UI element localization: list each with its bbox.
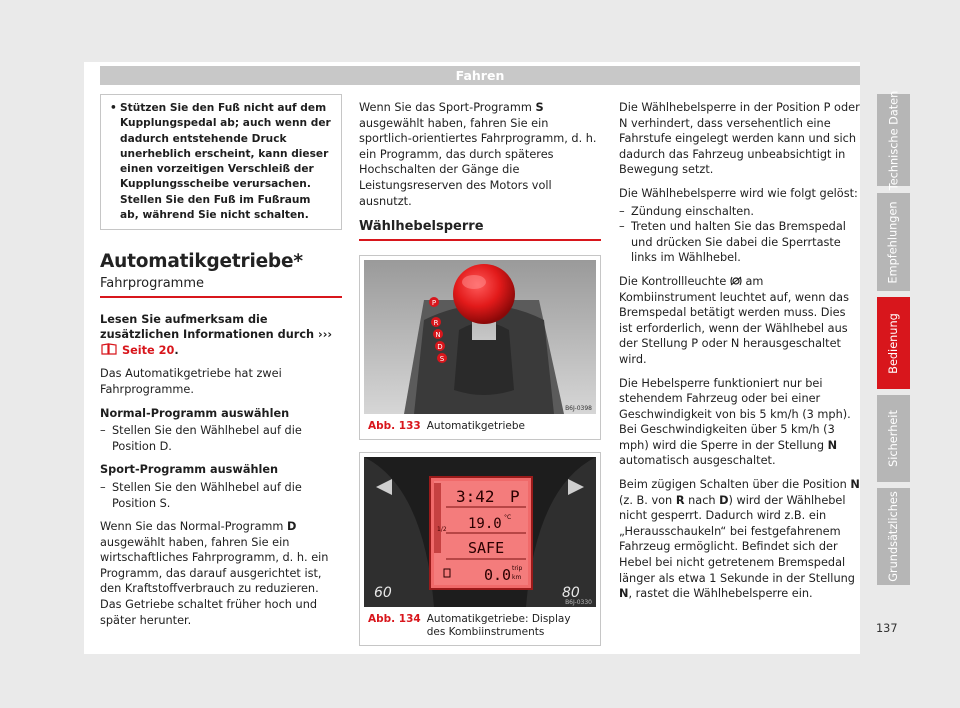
text: Wenn Sie das Normal-Programm xyxy=(100,520,287,534)
caption-text: Automatikgetriebe xyxy=(426,419,525,432)
gear-selector-illustration xyxy=(364,260,596,414)
fuel-scale: 1/2 xyxy=(437,525,447,533)
step-text: Stellen Sie den Wählhebel auf die Position S. xyxy=(112,480,302,510)
tab-technische-daten[interactable] xyxy=(877,90,910,190)
tab-empfehlungen[interactable] xyxy=(877,193,910,291)
text: Wenn Sie das Sport-Programm xyxy=(359,101,536,114)
gauge-right-value: 80 xyxy=(562,584,580,601)
normal-heading: Normal-Programm auswählen xyxy=(100,406,290,420)
tab-label: Sicherheit xyxy=(887,410,901,467)
warning-box xyxy=(100,94,342,230)
trip-label: trip xyxy=(512,564,523,572)
column-3 xyxy=(619,100,861,610)
gear-d: D xyxy=(287,520,297,534)
gear-r: R xyxy=(675,493,685,507)
warning-text: Stützen Sie den Fuß nicht auf dem Kupplungspedal ab; auch wenn der dadurch entstehende Druck unerheblich erscheint, kann dieser einen vorzeitigen Verschleiß der Kupplungsscheibe verursachen. Stellen Sie den Fuß im Fußraum ab, während Sie nicht schalten. xyxy=(120,102,331,222)
section-title: Automatikgetriebe* xyxy=(100,251,303,273)
step-item xyxy=(619,219,861,266)
text: ausgewählt haben, fahren Sie ein wirtschaftliches Fahrprogramm, d. h. ein Programm, das darauf ausgerichtet ist, den Kraftstoffverbrauch zu reduzieren. Das Getriebe schaltet früher hoch und später herunter. xyxy=(100,535,329,627)
gauge-left-value: 60 xyxy=(374,584,392,601)
subsection-title: Fahrprogramme xyxy=(100,276,342,298)
sport-heading: Sport-Programm auswählen xyxy=(100,463,279,477)
brake-warning-icon xyxy=(730,276,742,286)
text: ) wird der Wählhebel nicht gesperrt. Dadurch wird z.B. ein „Herausschaukeln“ bei festgefahrenem Fahrzeug ermöglicht. Befindet sich der Hebel bei nicht getretenem Bremspedal länger als etwa 1 Sekunde in der Stellung xyxy=(619,493,855,585)
step-item xyxy=(619,204,861,220)
ref-arrows: ››› xyxy=(318,328,333,342)
column-1 xyxy=(100,94,342,636)
instrument-display-illustration xyxy=(364,457,596,607)
column-2 xyxy=(359,100,601,658)
gear-label-n: N xyxy=(435,330,441,339)
gear-n: N xyxy=(827,438,838,452)
paragraph xyxy=(100,519,342,628)
text: Die Hebelsperre funktioniert nur bei stehendem Fahrzeug oder bei einer Geschwindigkeit von bis 5 km/h (3 mph). Bei Geschwindigkeiten über 5 km/h (3 mph) wird die Sperre in der Stellung xyxy=(619,376,851,452)
figure-133 xyxy=(359,255,601,440)
gear-label-d: D xyxy=(437,342,443,351)
tab-label: Technische Daten xyxy=(887,90,900,190)
figure-number: Abb. 134 xyxy=(368,612,421,625)
paragraph xyxy=(619,376,861,470)
figure-number: Abb. 133 xyxy=(368,419,421,432)
step-item xyxy=(100,423,342,454)
gear-d: D xyxy=(719,493,729,507)
step-text: Zündung einschalten. xyxy=(631,204,755,218)
display-safe: SAFE xyxy=(468,538,505,557)
tab-label: Empfehlungen xyxy=(887,200,901,284)
text: automatisch ausgeschaltet. xyxy=(619,454,776,468)
bullet-icon: • xyxy=(110,102,117,114)
display-time: 3:42 xyxy=(456,486,495,506)
tab-label: Grundsätzliches xyxy=(887,491,901,582)
paragraph xyxy=(619,477,861,602)
step-text: Stellen Sie den Wählhebel auf die Position D. xyxy=(112,424,302,453)
figure-caption xyxy=(360,414,600,439)
display-gear: P xyxy=(510,486,520,506)
text: ausgewählt haben, fahren Sie ein sportlich-orientiertes Fahrprogramm, d. h. ein Programm, das durch späteres Hochschalten der Gänge die Leistungsreserven des Motors voll ausnutzt. xyxy=(359,116,597,208)
figure-134 xyxy=(359,452,601,646)
page-header: Fahren xyxy=(100,66,860,85)
paragraph xyxy=(359,100,601,209)
subsection-title: Wählhebelsperre xyxy=(359,219,601,241)
intro-paragraph xyxy=(100,312,342,359)
dash-icon: – xyxy=(619,204,625,218)
paragraph xyxy=(619,274,861,368)
gear-label-s: S xyxy=(439,354,445,363)
tab-label: Bedienung xyxy=(887,312,900,374)
tab-grundsaetzliches[interactable] xyxy=(877,488,910,585)
gear-selector-image xyxy=(364,260,596,414)
instrument-display-image xyxy=(364,457,596,607)
book-icon xyxy=(100,343,118,355)
trip-unit: km xyxy=(512,573,522,581)
dash-icon: – xyxy=(100,480,106,494)
intro-period: . xyxy=(174,343,179,357)
intro-text: Lesen Sie aufmerksam die zusätzlichen Informationen durch xyxy=(100,312,315,342)
step-text: Treten und halten Sie das Bremspedal und drücken Sie dabei die Sperrtaste links im Wählhebel. xyxy=(631,220,846,265)
gear-label-r: R xyxy=(433,318,439,327)
display-trip: 0.0 xyxy=(484,565,512,584)
paragraph: Die Wählhebelsperre in der Position P oder N verhindert, dass versehentlich eine Fahrstufe eingelegt werden kann und sich dadurch das Fahrzeug unbeabsichtigt in Bewegung setzt. xyxy=(619,101,860,177)
page-reference-link[interactable]: Seite 20 xyxy=(121,343,175,357)
figure-code: B6J-0330 xyxy=(565,598,592,606)
tab-sicherheit[interactable] xyxy=(877,395,910,482)
gear-n: N xyxy=(850,478,860,492)
gear-label-p: P xyxy=(431,298,437,307)
dash-icon: – xyxy=(100,424,106,438)
text: (z. B. von xyxy=(619,493,676,507)
display-temp: 19.0 xyxy=(468,515,502,532)
page-number: 137 xyxy=(876,622,898,635)
text: , rastet die Wählhebelsperre ein. xyxy=(628,587,813,601)
figure-caption xyxy=(360,607,600,645)
tab-bedienung[interactable] xyxy=(877,297,910,389)
caption-text: Automatikgetriebe: Display des Kombiinstruments xyxy=(426,612,571,638)
paragraph: Die Wählhebelsperre wird wie folgt gelöst: xyxy=(619,186,858,200)
gear-s: S xyxy=(535,101,544,114)
text: am Kombiinstrument leuchtet auf, wenn das Bremspedal betätigt werden muss. Dies ist erforderlich, wenn der Wählhebel aus der Stellung P oder N herausgeschaltet wird. xyxy=(619,274,849,366)
text: Die Kontrollleuchte xyxy=(619,274,727,288)
dash-icon: – xyxy=(619,220,625,234)
paragraph: Das Automatikgetriebe hat zwei Fahrprogramme. xyxy=(100,367,282,396)
step-item xyxy=(100,480,342,511)
text: Beim zügigen Schalten über die Position xyxy=(619,478,851,492)
figure-code: B6J-0398 xyxy=(565,404,592,412)
temp-unit: °C xyxy=(504,513,512,521)
text: nach xyxy=(684,493,720,507)
gear-n: N xyxy=(619,587,629,601)
